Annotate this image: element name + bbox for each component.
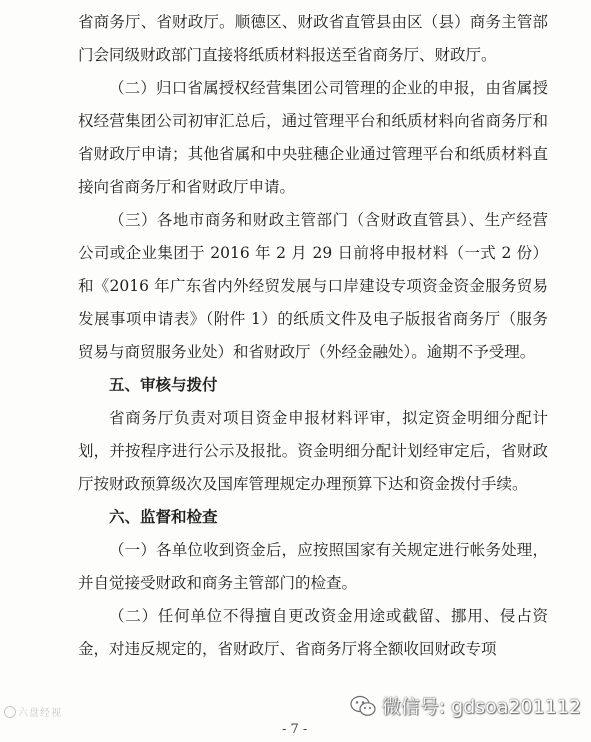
document-body [78, 6, 548, 666]
paragraph: （二）任何单位不得擅自更改资金用途或截留、挪用、侵占资金，对违反规定的，省财政厅、省商务厅将全额收回财政专项 [78, 607, 548, 658]
left-watermark-text: 六盘经视 [18, 708, 62, 719]
page-number: - 7 - [282, 722, 308, 737]
section-heading: 六、监督和检查 [109, 508, 218, 526]
watermark-logo-icon [4, 706, 16, 718]
paragraph: （一）各单位收到资金后，应按照国家有关规定进行帐务处理，并自觉接受财政和商务主管部门的检查。 [78, 541, 548, 592]
wechat-id-text: 微信号: gdsoa201112 [381, 696, 581, 718]
paragraph: （二）归口省属授权经营集团公司管理的企业的申报，由省属授权经营集团公司初审汇总后，通过管理平台和纸质材料向省商务厅和省财政厅申请；其他省属和中央驻穗企业通过管理平台和纸质材料直接向省商务厅和省财政厅申请。 [78, 79, 548, 196]
section-heading: 五、审核与拨付 [109, 376, 218, 394]
paragraph: 省商务厅负责对项目资金申报材料评审，拟定资金明细分配计划，并按程序进行公示及报批。资金明细分配计划经审定后，省财政厅按财政预算级次及国库管理规定办理预算下达和资金拨付手续。 [78, 409, 548, 493]
wechat-icon [350, 695, 376, 717]
wechat-watermark [350, 692, 581, 719]
paragraph: （三）各地市商务和财政主管部门（含财政直管县）、生产经营公司或企业集团于 2016 年 2 月 29 日前将申报材料（一式 2 份）和《2016 年广东省内外经贸发展与口岸建设专项资金资金服务贸易发展事项申请表》（附件 1）的纸质文件及电子版报省商务厅（服务贸易与商贸服务业处）和省财政厅（外经金融处）。逾期不予受理。 [78, 211, 548, 361]
left-watermark [4, 704, 62, 719]
paragraph: 省商务厅、省财政厅。顺德区、财政省直管县由区（县）商务主管部门会同级财政部门直接将纸质材料报送至省商务厅、财政厅。 [78, 13, 548, 64]
